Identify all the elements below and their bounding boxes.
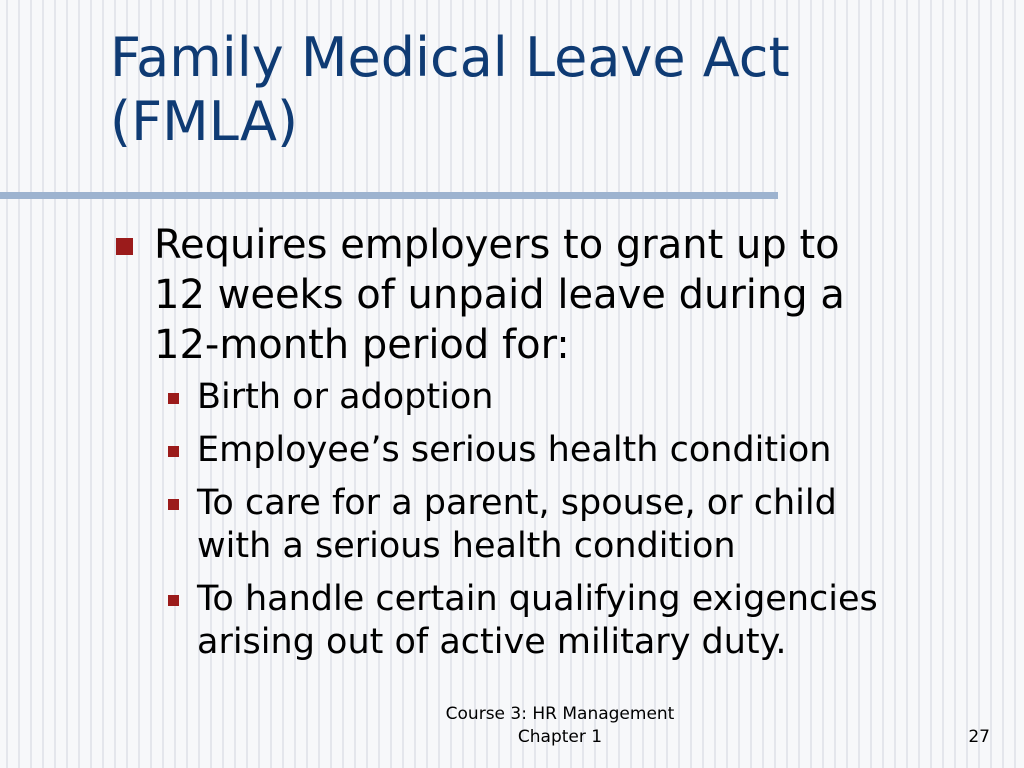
footer-chapter: Chapter 1 <box>517 727 603 747</box>
sub-bullet-line: with a serious health condition <box>197 526 736 566</box>
sub-bullet-line: Birth or adoption <box>197 377 494 417</box>
square-bullet-icon <box>168 446 179 457</box>
main-bullet-line-1: Requires employers to grant up to <box>154 222 840 268</box>
sub-bullet-line: To care for a parent, spouse, or child <box>197 483 837 523</box>
square-bullet-icon <box>116 238 133 255</box>
sub-bullet-family-care <box>166 482 996 568</box>
square-bullet-icon <box>168 499 179 510</box>
main-bullet-line-3: 12-month period for: <box>154 322 570 368</box>
slide-content <box>116 220 996 674</box>
slide-footer <box>380 703 740 749</box>
title-divider <box>0 192 778 199</box>
slide-title-line-1: Family Medical Leave Act <box>110 26 790 89</box>
sub-bullet-line: Employee’s serious health condition <box>197 430 832 470</box>
sub-bullet-birth-adoption <box>166 376 996 419</box>
sub-bullet-list <box>166 376 996 664</box>
sub-bullet-employee-health <box>166 429 996 472</box>
footer-course: Course 3: HR Management <box>445 704 675 724</box>
page-number: 27 <box>968 727 990 747</box>
square-bullet-icon <box>168 393 179 404</box>
sub-bullet-military-exigencies <box>166 578 996 664</box>
sub-bullet-line: To handle certain qualifying exigencies <box>197 579 878 619</box>
slide-title <box>110 26 990 154</box>
slide-title-line-2: (FMLA) <box>110 90 299 153</box>
sub-bullet-line: arising out of active military duty. <box>197 622 787 662</box>
square-bullet-icon <box>168 595 179 606</box>
main-bullet-line-2: 12 weeks of unpaid leave during a <box>154 272 845 318</box>
main-bullet <box>116 220 996 370</box>
